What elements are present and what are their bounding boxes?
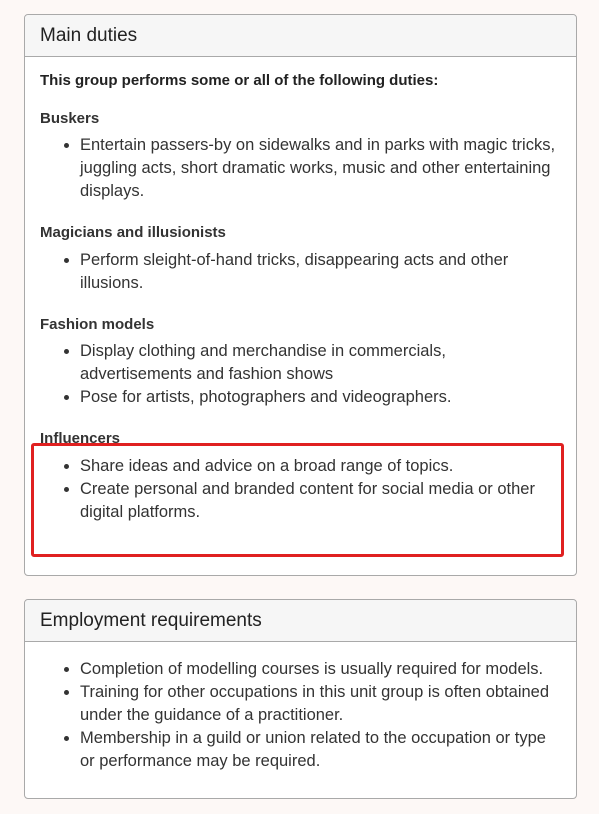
duty-item: • Display clothing and merchandise in commercials, advertisements and fashion shows bbox=[80, 340, 561, 386]
requirements-list bbox=[40, 658, 561, 773]
duty-item: • Entertain passers-by on sidewalks and in parks with magic tricks, juggling acts, short dramatic works, music and other entertaining displays. bbox=[80, 134, 561, 203]
duty-group-title: Buskers bbox=[40, 109, 100, 127]
main-duties-heading: Main duties bbox=[25, 15, 576, 57]
main-duties-panel bbox=[24, 14, 577, 576]
duty-group-buskers bbox=[40, 109, 561, 204]
duty-item: • Pose for artists, photographers and videographers. bbox=[80, 386, 561, 409]
main-duties-body bbox=[25, 57, 576, 524]
duty-item: • Share ideas and advice on a broad range of topics. bbox=[80, 455, 561, 478]
duty-group-title: Fashion models bbox=[40, 315, 155, 333]
duty-group-magicians bbox=[40, 223, 561, 295]
main-duties-intro: This group performs some or all of the following duties: bbox=[40, 72, 439, 89]
duty-list bbox=[40, 455, 561, 524]
requirement-item: • Membership in a guild or union related to the occupation or type or performance may be required. bbox=[80, 727, 561, 773]
duty-list bbox=[40, 340, 561, 409]
employment-requirements-panel bbox=[24, 599, 577, 799]
duty-group-influencers bbox=[40, 429, 561, 524]
duty-group-fashion-models bbox=[40, 315, 561, 410]
employment-requirements-heading: Employment requirements bbox=[25, 600, 576, 642]
requirement-item: • Training for other occupations in this unit group is often obtained under the guidance of a practitioner. bbox=[80, 681, 561, 727]
duty-group-title: Influencers bbox=[40, 430, 121, 447]
duty-list bbox=[40, 249, 561, 295]
duty-list bbox=[40, 134, 561, 203]
duty-item: • Perform sleight-of-hand tricks, disappearing acts and other illusions. bbox=[80, 249, 561, 295]
requirement-item: • Completion of modelling courses is usually required for models. bbox=[80, 658, 561, 681]
employment-requirements-body bbox=[25, 642, 576, 773]
duty-item: • Create personal and branded content for social media or other digital platforms. bbox=[80, 478, 561, 524]
duty-group-title: Magicians and illusionists bbox=[40, 224, 226, 241]
